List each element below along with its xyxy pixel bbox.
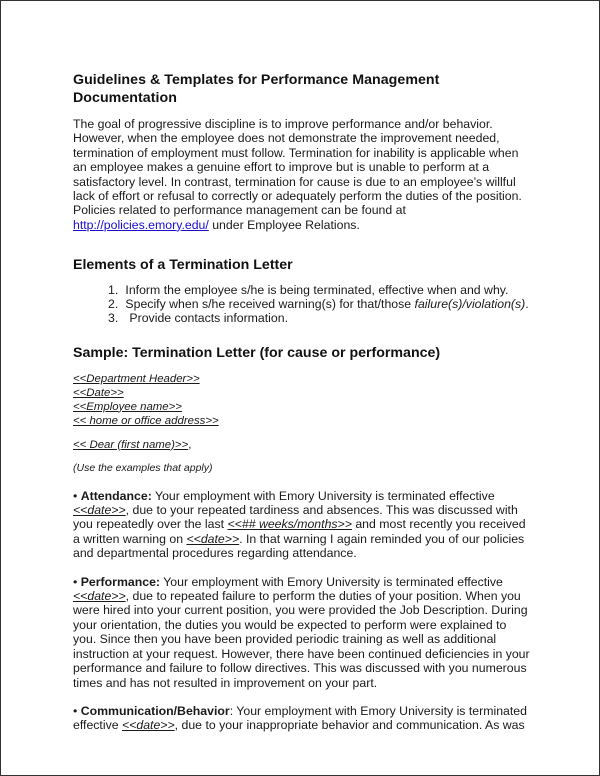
list-text-italic: failure(s)/violation(s) [414,297,526,312]
department-header-placeholder: <<Department Header>> [73,372,200,385]
salutation-placeholder: << Dear (first name)>> [73,438,189,451]
communication-text: , due to your inappropriate behavior and communication. As was [174,718,525,733]
salutation-comma: , [188,438,192,451]
date-placeholder: <<Date>> [73,386,124,399]
elements-list [73,284,533,325]
attendance-paragraph [73,489,533,561]
sample-heading: Sample: Termination Letter (for cause or performance) [73,344,441,361]
intro-text: The goal of progressive discipline is to improve performance and/or behavior. However, when the employee does not demonstrate the improvement needed, termination of employment must follow. Termination for inability is applicable when an employee makes a genuine effort to improve but is unable to perform at a satisfactory level. In contrast, termination for cause is due to an employee’s willful lack of effort or refusal to correctly or adequately perform the duties of the position. Policies related to performance management can be found at [73,117,522,218]
policies-link[interactable]: http://policies.emory.edu/ [73,217,209,232]
date-placeholder: <<date>> [122,718,175,733]
attendance-text: . In that warning I again reminded you of our policies and departmental procedures regarding attendance. [73,531,525,561]
salutation [73,438,533,452]
list-text-end: . [525,297,529,312]
attendance-text: Your employment with Emory University is terminated effective [151,488,495,503]
document-title: Guidelines & Templates for Performance Management Documentation [73,72,440,106]
list-number: 3. [108,310,119,325]
list-text: Inform the employee s/he is being terminated, effective when and why. [125,283,509,298]
list-item [73,312,533,326]
bullet-icon: • [73,488,78,503]
address-block [73,372,533,428]
list-item [73,284,533,298]
date-placeholder: <<date>> [186,531,240,546]
list-text: Specify when s/he received warning(s) for that/those [125,297,415,312]
bullet-icon: • [73,574,78,589]
list-number: 2. [108,297,119,312]
performance-text: , due to repeated failure to perform the duties of your position. When you were hired into your current position, you were provided the Job Description. During your orientation, the duties you would be expected to perform were explained to you. Since then you have been provided periodic training as well as additional instruction at your request. However, there have been continued deficiencies in your performance and failure to follow directives. This was discussed with you numerous times and has not resulted in improvement on your part. [73,589,530,690]
document-content [73,71,533,733]
instruction-note: (Use the examples that apply) [73,461,213,474]
date-placeholder: <<date>> [73,589,126,604]
intro-text-end: under Employee Relations. [208,217,360,232]
attendance-text: and most recently you received a written warning on [73,517,526,546]
weeks-months-placeholder: <<## weeks/months>> [227,517,352,532]
employee-name-placeholder: <<Employee name>> [73,400,182,413]
communication-text: : Your employment with Emory University is terminated effective [73,703,527,733]
communication-label: Communication/Behavior [80,703,230,718]
attendance-label: Attendance: [80,488,152,503]
intro-paragraph [73,117,533,232]
list-text: Provide contacts information. [129,310,288,325]
list-item [73,298,533,312]
performance-label: Performance: [80,574,161,589]
bullet-icon: • [73,703,78,718]
list-number: 1. [108,283,119,298]
performance-paragraph [73,575,533,690]
date-placeholder: <<date>> [73,503,126,518]
address-placeholder: << home or office address>> [73,414,219,427]
elements-heading: Elements of a Termination Letter [73,257,293,274]
attendance-text: , due to your repeated tardiness and absences. This was discussed with you repeatedly over the last [73,503,518,532]
performance-text: Your employment with Emory University is terminated effective [160,574,503,589]
communication-paragraph [73,704,533,733]
